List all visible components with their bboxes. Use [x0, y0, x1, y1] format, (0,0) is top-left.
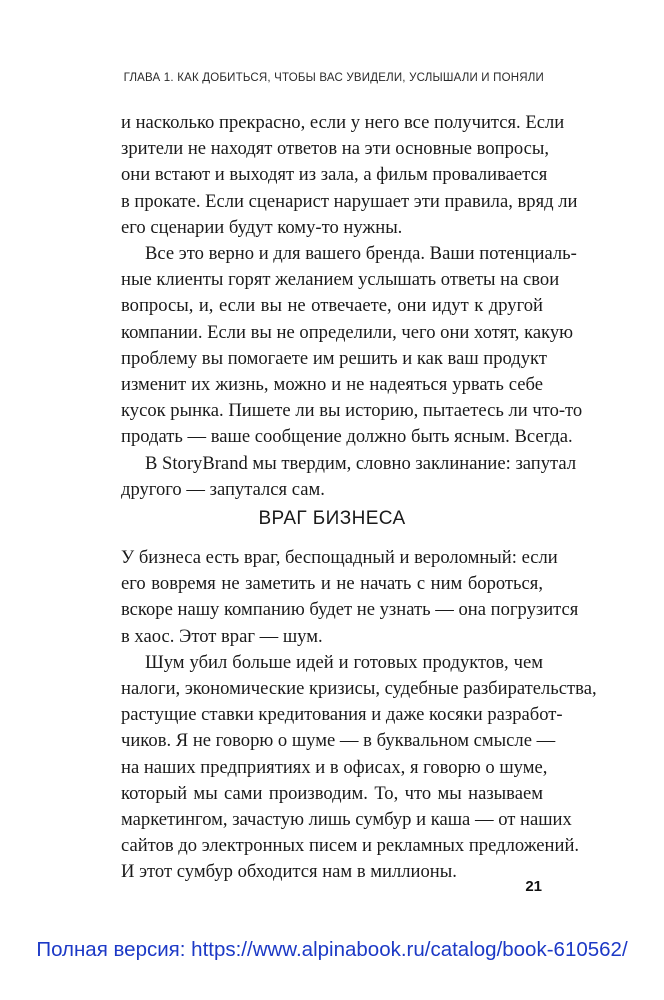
body-text-bottom: [121, 545, 597, 886]
text-line: И этот сумбур обходится нам в миллионы.: [121, 861, 457, 883]
text-line: его вовремя не заметить и не начать с ним бороться,: [121, 573, 543, 595]
text-line: В StoryBrand мы твердим, словно заклинание: запутал: [145, 452, 577, 474]
section-heading: ВРАГ БИЗНЕСА: [258, 508, 406, 529]
text-line: компании. Если вы не определили, чего они хотят, какую: [121, 321, 574, 343]
text-line: в хаос. Этот враг — шум.: [121, 625, 323, 647]
text-line: чиков. Я не говорю о шуме — в буквальном смысле —: [121, 730, 556, 752]
text-line: налоги, экономические кризисы, судебные разбирательства,: [121, 678, 597, 700]
text-line: на наших предприятиях и в офисах, я говорю о шуме,: [121, 756, 548, 778]
text-line: зрители не находят ответов на эти основные вопросы,: [121, 138, 550, 160]
text-line: другого — запутался сам.: [121, 478, 325, 500]
text-line: проблему вы помогаете им решить и как ваш продукт: [121, 347, 547, 369]
text-line: маркетингом, зачастую лишь сумбур и каша — от наших: [121, 809, 572, 831]
body-text-top: [121, 110, 583, 503]
text-line: в прокате. Если сценарист нарушает эти правила, вряд ли: [121, 190, 578, 212]
full-version-link[interactable]: Полная версия: https://www.alpinabook.ru/catalog/book-610562/: [36, 938, 628, 961]
text-line: Шум убил больше идей и готовых продуктов, чем: [145, 651, 543, 673]
running-head: ГЛАВА 1. КАК ДОБИТЬСЯ, ЧТОБЫ ВАС УВИДЕЛИ, УСЛЫШАЛИ И ПОНЯЛИ: [123, 72, 544, 84]
text-line: сайтов до электронных писем и рекламных предложений.: [121, 835, 580, 857]
text-line: изменит их жизнь, можно и не надеяться урвать себе: [121, 374, 543, 396]
text-line: растущие ставки кредитования и даже косяки разработ-: [121, 704, 563, 726]
text-line: кусок рынка. Пишете ли вы историю, пытаетесь ли что-то: [121, 400, 583, 422]
text-line: они встают и выходят из зала, а фильм проваливается: [121, 164, 548, 186]
text-line: продать — ваше сообщение должно быть ясным. Всегда.: [121, 426, 573, 448]
text-line: и насколько прекрасно, если у него все получится. Если: [121, 112, 565, 133]
text-line: Все это верно и для вашего бренда. Ваши потенциаль-: [145, 243, 577, 265]
text-line: ные клиенты горят желанием услышать ответы на свои: [121, 269, 560, 291]
text-line: У бизнеса есть враг, беспощадный и вероломный: если: [121, 547, 558, 568]
text-line: его сценарии будут кому-то нужны.: [121, 216, 403, 238]
text-line: который мы сами производим. То, что мы называем: [121, 782, 543, 804]
text-line: вскоре нашу компанию будет не узнать — она погрузится: [121, 599, 579, 621]
page-number: 21: [525, 878, 542, 895]
text-line: вопросы, и, если вы не отвечаете, они идут к другой: [121, 295, 543, 317]
